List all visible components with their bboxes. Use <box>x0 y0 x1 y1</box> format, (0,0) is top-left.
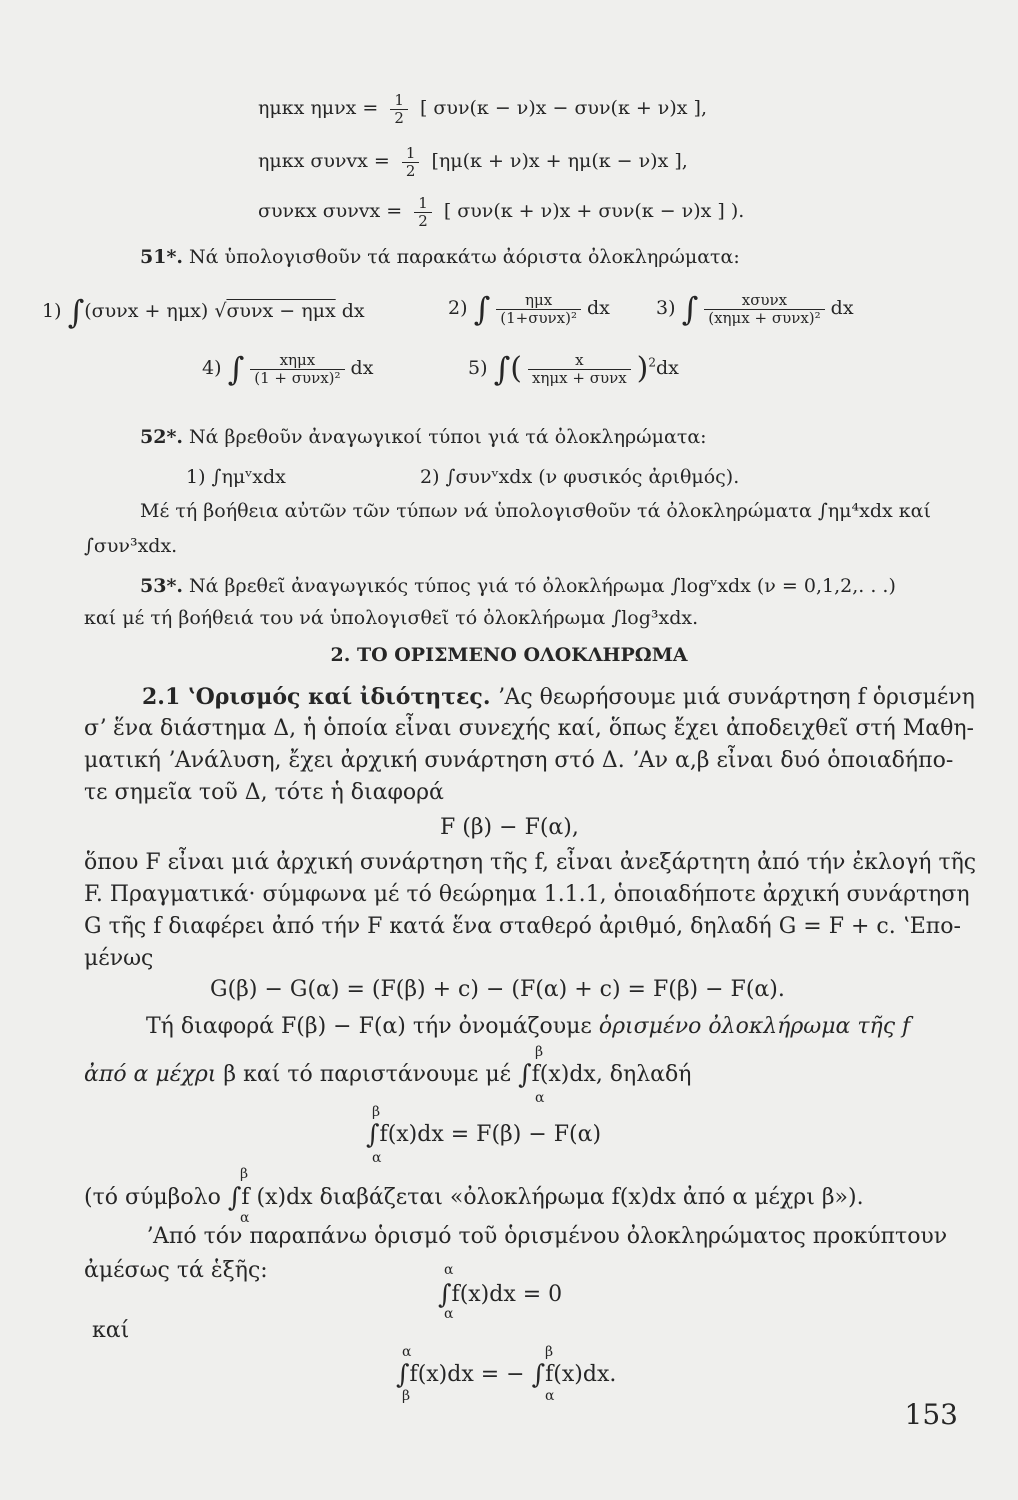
upper-limit: β <box>535 1044 544 1060</box>
exercise-51-integral-5: 5) ∫( $\frac{x}{\text{xημx + συνx}}$ )$^2$dx <box>468 350 679 388</box>
paragraph-line: καί <box>92 1318 130 1343</box>
symbol-reading-line: (τό σύμβολο ∫f (x)dx διαβάζεται «ὀλοκλήρωμα f(x)dx ἀπό α μέχρι β»). <box>84 1183 864 1213</box>
paragraph-line: σʼ ἕνα διάστημα Δ, ἡ ὁποία εἶναι συνεχής καί, ὅπως ἔχει ἀποδειχθεῖ στή Μαθη- <box>84 716 974 741</box>
integral-sign: ∫ <box>493 350 511 388</box>
upper-limit: β <box>240 1166 249 1182</box>
exercise-52-item-2: 2) ∫συνᵛxdx (ν φυσικός ἀριθμός). <box>420 466 740 488</box>
definition-line-2: ἀπό α μέχρι β καί τό παριστάνουμε μέ ∫f(x)dx, δηλαδή <box>84 1060 692 1090</box>
upper-limit: β <box>545 1344 554 1360</box>
integral-sign: ∫ <box>438 1280 452 1310</box>
paragraph-line: μένως <box>84 946 154 971</box>
equation-zero-integral: ∫f(x)dx = 0 <box>438 1280 563 1310</box>
exercise-51-integral-2: 2) ∫ $\frac{\text{ημx}}{\text{(1+συνx)²}}$ dx <box>448 290 610 328</box>
integral-sign: ∫ <box>366 1120 380 1150</box>
lower-limit: α <box>372 1150 382 1166</box>
integral-sign: ∫ <box>473 290 491 328</box>
integral-sign: ∫ <box>227 1183 242 1213</box>
paragraph-line: ματική ʼΑνάλυση, ἔχει ἀρχική συνάρτηση στό Δ. ʼΑν α,β εἶναι δυό ὁποιαδήπο- <box>84 748 954 773</box>
paragraph-line: F. Πραγματικά· σύμφωνα μέ τό θεώρημα 1.1.1, ὁποιαδήποτε ἀρχική συνάρτηση <box>84 882 970 907</box>
section-title: 2. ΤΟ ΟΡΙΣΜΕΝΟ ΟΛΟΚΛΗΡΩΜΑ <box>330 644 688 666</box>
paragraph-line: ἀμέσως τά ἑξῆς: <box>84 1258 268 1283</box>
paragraph-line: ὅπου F εἶναι μιά ἀρχική συνάρτηση τῆς f, εἶναι ἀνεξάρτητη ἀπό τήν ἐκλογή τῆς <box>84 850 977 875</box>
upper-limit: α <box>402 1344 412 1360</box>
lower-limit: α <box>444 1306 454 1322</box>
integral-sign: ∫ <box>681 290 699 328</box>
fraction-half: $\frac{1}{2}$ <box>402 145 420 179</box>
exercise-52-line-2: Μέ τή βοήθεια αὐτῶν τῶν τύπων νά ὑπολογισθοῦν τά ὀλοκληρώματα ∫ημ⁴xdx καί <box>140 500 931 522</box>
subsection-heading: 2.1 ʽΟρισμός καί ἰδιότητες. <box>142 684 491 710</box>
lower-limit: α <box>545 1388 555 1404</box>
fraction-half: $\frac{1}{2}$ <box>414 195 432 229</box>
formula-sin-cos: ημκx συνvx = $\frac{1}{2}$ [ημ(κ + ν)x + ημ(κ − ν)x ], <box>258 144 688 180</box>
lower-limit: α <box>240 1210 250 1226</box>
lower-limit: α <box>535 1090 545 1106</box>
lower-limit: β <box>402 1388 411 1404</box>
integral-sign: ∫ <box>518 1060 532 1090</box>
equation-definite-integral: ∫f(x)dx = F(β) − F(α) <box>366 1120 602 1150</box>
formula-cos-cos: συνκx συνvx = $\frac{1}{2}$ [ συν(κ + ν)x + συν(κ − ν)x ] ). <box>258 194 745 230</box>
equation-reversed-limits: ∫f(x)dx = − ∫f(x)dx. <box>396 1360 617 1390</box>
equation-independence: G(β) − G(α) = (F(β) + c) − (F(α) + c) = F(β) − F(α). <box>210 977 785 1002</box>
fraction-half: $\frac{1}{2}$ <box>390 92 408 126</box>
equation-difference: F (β) − F(α), <box>440 815 579 840</box>
exercise-53-line-2: καί μέ τή βοήθειά του νά ὑπολογισθεῖ τό ὀλοκλήρωμα ∫log³xdx. <box>84 607 699 629</box>
exercise-52-heading: 52*. Νά βρεθοῦν ἀναγωγικοί τύποι γιά τά ὀλοκληρώματα: <box>140 426 707 448</box>
integral-sign: ∫ <box>227 350 245 388</box>
term-definite-integral: ὁρισμένο ὀλοκλήρωμα τῆς f <box>598 1014 911 1039</box>
paragraph-line: ʼΑπό τόν παραπάνω ὁρισμό τοῦ ὁρισμένου ὀλοκληρώματος προκύπτουν <box>146 1224 948 1249</box>
exercise-51-heading: 51*. Νά ὑπολογισθοῦν τά παρακάτω ἀόριστα ὀλοκληρώματα: <box>140 246 740 268</box>
upper-limit: α <box>444 1262 454 1278</box>
integral-sign: ∫ <box>396 1360 410 1390</box>
exercise-52-line-3: ∫συν³xdx. <box>84 535 178 557</box>
paragraph-line: τε σημεῖα τοῦ Δ, τότε ἡ διαφορά <box>84 780 444 805</box>
formula-sin-sin: ημκx ημνx = $\frac{1}{2}$ [ συν(κ − ν)x − συν(κ + ν)x ], <box>258 91 707 127</box>
definition-line: Τή διαφορά F(β) − F(α) τήν ὀνομάζουμε ὁρισμένο ὀλοκλήρωμα τῆς f <box>146 1014 911 1039</box>
exercise-51-integral-3: 3) ∫ $\frac{\text{xσυνx}}{\text{(xημx + συνx)²}}$ dx <box>656 290 854 328</box>
exercise-51-integral-1: 1) ∫(συνx + ημx) √συνx − ημx dx <box>42 293 365 331</box>
upper-limit: β <box>372 1104 381 1120</box>
integral-sign: ∫ <box>531 1360 546 1390</box>
exercise-52-item-1: 1) ∫ημᵛxdx <box>186 466 286 488</box>
page-number: 153 <box>904 1398 958 1431</box>
subsection-heading-line: 2.1 ʽΟρισμός καί ἰδιότητες. ʼΑς θεωρήσουμε μιά συνάρτηση f ὁρισμένη <box>142 684 975 710</box>
integral-sign: ∫ <box>67 293 85 331</box>
exercise-51-integral-4: 4) ∫ $\frac{\text{xημx}}{\text{(1 + συνx)²}}$ dx <box>202 350 374 388</box>
paragraph-line: G τῆς f διαφέρει ἀπό τήν F κατά ἕνα σταθερό ἀριθμό, δηλαδή G = F + c. ʽΕπο- <box>84 914 961 939</box>
exercise-53-heading: 53*. Νά βρεθεῖ ἀναγωγικός τύπος γιά τό ὀλοκλήρωμα ∫logᵛxdx (ν = 0,1,2,. . .) <box>140 575 896 597</box>
